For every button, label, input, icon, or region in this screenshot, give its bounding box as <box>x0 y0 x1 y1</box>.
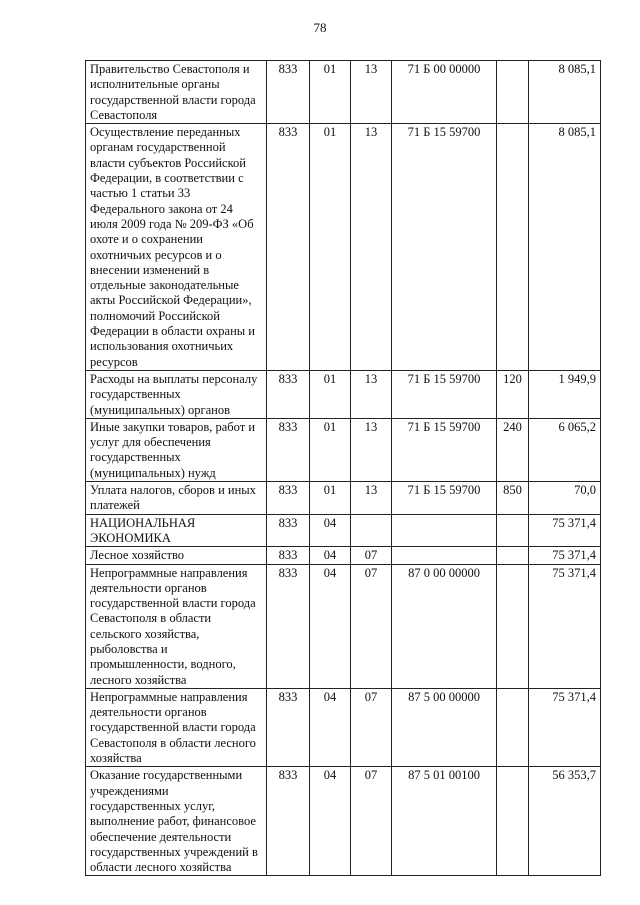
subsection-code: 07 <box>351 564 392 688</box>
budget-table <box>85 60 601 876</box>
amount: 75 371,4 <box>529 564 601 688</box>
subsection-code: 07 <box>351 767 392 876</box>
expense-type: 240 <box>497 418 529 481</box>
target-article <box>392 547 497 564</box>
ministry-code: 833 <box>267 370 310 418</box>
amount: 6 065,2 <box>529 418 601 481</box>
target-article: 71 Б 15 59700 <box>392 370 497 418</box>
subsection-code: 13 <box>351 61 392 124</box>
table-row <box>86 564 601 688</box>
row-name: Правительство Севастополя и исполнительные органы государственной власти города Севастополя <box>86 61 267 124</box>
expense-type <box>497 514 529 547</box>
subsection-code <box>351 514 392 547</box>
section-code: 04 <box>310 688 351 766</box>
table-row <box>86 370 601 418</box>
amount: 8 085,1 <box>529 124 601 371</box>
target-article <box>392 514 497 547</box>
table-row <box>86 767 601 876</box>
subsection-code: 13 <box>351 418 392 481</box>
table-row <box>86 124 601 371</box>
table-row <box>86 61 601 124</box>
subsection-code: 07 <box>351 547 392 564</box>
amount: 75 371,4 <box>529 514 601 547</box>
section-code: 01 <box>310 418 351 481</box>
page-number: 78 <box>313 20 327 35</box>
expense-type: 850 <box>497 482 529 515</box>
row-name: Уплата налогов, сборов и иных платежей <box>86 482 267 515</box>
amount: 70,0 <box>529 482 601 515</box>
expense-type <box>497 564 529 688</box>
amount: 56 353,7 <box>529 767 601 876</box>
section-code: 01 <box>310 124 351 371</box>
section-code: 01 <box>310 61 351 124</box>
section-code: 01 <box>310 370 351 418</box>
section-code: 04 <box>310 767 351 876</box>
section-code: 04 <box>310 547 351 564</box>
amount: 75 371,4 <box>529 547 601 564</box>
row-name: Непрограммные направления деятельности органов государственной власти города Севастополя в области сельского хозяйства, рыболовства и промышленности, водного, лесного хозяйства <box>86 564 267 688</box>
table-row <box>86 482 601 515</box>
ministry-code: 833 <box>267 547 310 564</box>
expense-type <box>497 688 529 766</box>
row-name: Расходы на выплаты персоналу государственных (муниципальных) органов <box>86 370 267 418</box>
target-article: 87 5 00 00000 <box>392 688 497 766</box>
row-name: Лесное хозяйство <box>86 547 267 564</box>
expense-type <box>497 61 529 124</box>
target-article: 87 0 00 00000 <box>392 564 497 688</box>
amount: 8 085,1 <box>529 61 601 124</box>
row-name: Непрограммные направления деятельности органов государственной власти города Севастополя в области лесного хозяйства <box>86 688 267 766</box>
expense-type <box>497 767 529 876</box>
expense-type <box>497 547 529 564</box>
section-code: 04 <box>310 564 351 688</box>
row-name: Иные закупки товаров, работ и услуг для обеспечения государственных (муниципальных) нужд <box>86 418 267 481</box>
ministry-code: 833 <box>267 564 310 688</box>
ministry-code: 833 <box>267 124 310 371</box>
ministry-code: 833 <box>267 418 310 481</box>
subsection-code: 13 <box>351 370 392 418</box>
ministry-code: 833 <box>267 688 310 766</box>
table-row <box>86 514 601 547</box>
target-article: 71 Б 15 59700 <box>392 124 497 371</box>
ministry-code: 833 <box>267 514 310 547</box>
expense-type <box>497 124 529 371</box>
table-row <box>86 418 601 481</box>
ministry-code: 833 <box>267 482 310 515</box>
ministry-code: 833 <box>267 61 310 124</box>
table-row <box>86 688 601 766</box>
subsection-code: 13 <box>351 482 392 515</box>
amount: 1 949,9 <box>529 370 601 418</box>
ministry-code: 833 <box>267 767 310 876</box>
expense-type: 120 <box>497 370 529 418</box>
section-code: 01 <box>310 482 351 515</box>
amount: 75 371,4 <box>529 688 601 766</box>
subsection-code: 07 <box>351 688 392 766</box>
subsection-code: 13 <box>351 124 392 371</box>
table-row <box>86 547 601 564</box>
target-article: 71 Б 15 59700 <box>392 482 497 515</box>
row-name: Оказание государственными учреждениями государственных услуг, выполнение работ, финансовое обеспечение деятельности государственных учреждений в области лесного хозяйства <box>86 767 267 876</box>
target-article: 87 5 01 00100 <box>392 767 497 876</box>
row-name: Осуществление переданных органам государственной власти субъектов Российской Федерации, в соответствии с частью 1 статьи 33 Федерального закона от 24 июля 2009 года № 209-ФЗ «Об охоте и о сохранении охотничьих ресурсов и о внесении изменений в отдельные законодательные акты Российской Федерации», полномочий Российской Федерации в области охраны и использования охотничьих ресурсов <box>86 124 267 371</box>
target-article: 71 Б 15 59700 <box>392 418 497 481</box>
section-code: 04 <box>310 514 351 547</box>
target-article: 71 Б 00 00000 <box>392 61 497 124</box>
row-name: НАЦИОНАЛЬНАЯ ЭКОНОМИКА <box>86 514 267 547</box>
